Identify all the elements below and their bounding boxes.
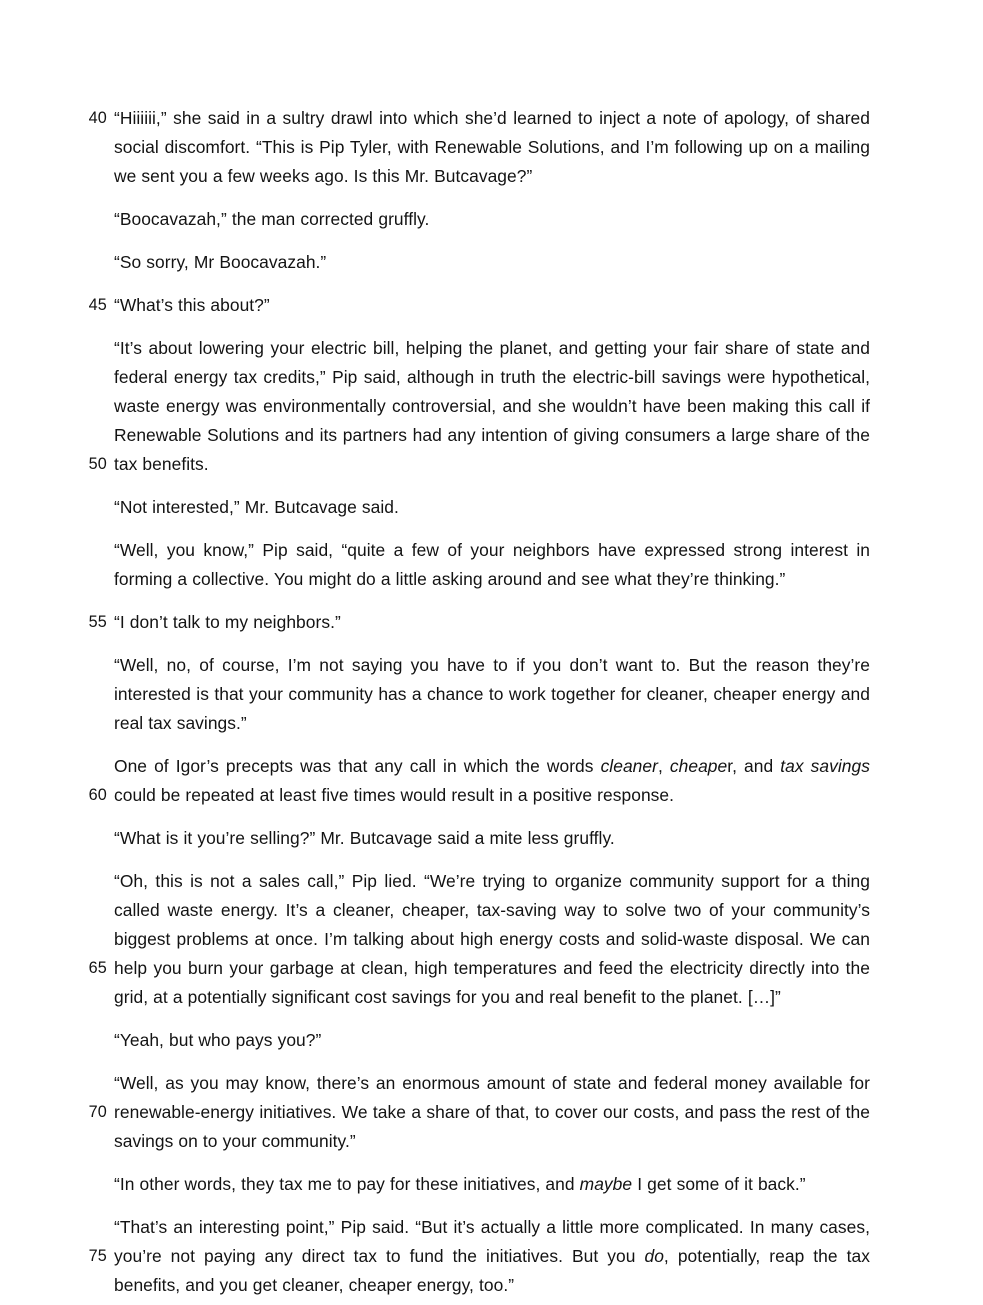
paragraph [70,651,870,738]
text-run: One of Igor’s precepts was that any call in which the words [114,756,601,776]
paragraph-text [114,828,615,848]
line-number: 75 [88,1247,107,1265]
line-number-gutter [70,1213,107,1300]
paragraph [70,1026,870,1055]
emphasis-run: cleaner [600,756,658,776]
text-run: could be repeated at least five times would result in a positive response. [114,785,675,805]
line-number-gutter [70,493,107,522]
text-run: , potentially, reap the tax benefits, and you get cleaner, cheaper energy, too.” [114,1246,870,1295]
paragraph-text [114,209,429,229]
paragraph-text [114,497,399,517]
text-run: “Boocavazah,” the man corrected gruffly. [114,209,430,229]
paragraph-text [114,756,870,805]
text-run: “Oh, this is not a sales call,” Pip lied. “We’re trying to organize community support for a thing called waste energy. It’s a cleaner, cheaper, tax-saving way to solve two of your community’s biggest problems at once. I’m talking about high energy costs and solid-waste disposal. We can help you burn your garbage at clean, high temperatures and feed the electricity directly into the grid, at a potentially significant cost savings for you and real benefit to the planet. […]” [114,871,870,1007]
paragraph [70,824,870,853]
paragraph-text [114,108,870,186]
emphasis-run: cheape [669,756,728,776]
line-number: 50 [88,455,107,473]
paragraph [70,1213,870,1300]
text-run: , [657,756,670,776]
line-number-gutter [70,1069,107,1156]
paragraph [70,291,870,320]
text-run: “It’s about lowering your electric bill, helping the planet, and getting your fair share of state and federal energy tax credits,” Pip said, although in truth the electric-bill savings were hypothetical, waste energy was environmentally controversial, and she wouldn’t have been making this call if Renewable Solutions and its partners had any intention of giving consumers a large share of the tax benefits. [114,338,870,474]
text-run: “Well, you know,” Pip said, “quite a few of your neighbors have expressed strong interest in forming a collective. You might do a little asking around and see what they’re thinking.” [114,540,870,589]
line-number: 65 [88,959,107,977]
paragraph-text [114,655,870,733]
line-number-gutter [70,1026,107,1055]
text-run: “Well, no, of course, I’m not saying you have to if you don’t want to. But the reason they’re interested is that your community has a chance to work together for cleaner, cheaper energy and real tax savings.” [114,655,870,733]
text-run: “In other words, they tax me to pay for these initiatives, and [114,1174,580,1194]
prose-body [70,104,870,1300]
paragraph [70,867,870,1012]
line-number: 40 [88,109,107,127]
line-number-gutter [70,205,107,234]
text-run: “So sorry, Mr Boocavazah.” [114,252,327,272]
paragraph [70,608,870,637]
paragraph-text [114,295,270,315]
paragraph [70,104,870,191]
line-number: 45 [88,296,107,314]
line-number-gutter [70,291,107,320]
paragraph [70,1069,870,1156]
paragraph [70,248,870,277]
paragraph-text [114,612,341,632]
line-number-gutter [70,752,107,810]
paragraph-text [114,1174,806,1194]
line-number-gutter [70,651,107,738]
paragraph [70,752,870,810]
text-run: “Hiiiiii,” she said in a sultry drawl into which she’d learned to inject a note of apology, of shared social discomfort. “This is Pip Tyler, with Renewable Solutions, and I’m following up on a mailing we sent you a few weeks ago. Is this Mr. Butcavage?” [114,108,870,186]
text-run: r, and [727,756,781,776]
paragraph [70,334,870,479]
paragraph-text [114,871,870,1007]
paragraph-text [114,1217,870,1295]
line-number-gutter [70,867,107,1041]
emphasis-run: maybe [579,1174,633,1194]
paragraph-text [114,252,326,272]
text-run: “Not interested,” Mr. Butcavage said. [114,497,399,517]
text-run: “Yeah, but who pays you?” [114,1030,322,1050]
line-number-gutter [70,104,107,191]
paragraph [70,205,870,234]
line-number-gutter [70,248,107,277]
paragraph-text [114,540,870,589]
paragraph-text [114,1030,321,1050]
line-number-gutter [70,824,107,853]
paragraph-text [114,338,870,474]
line-number: 55 [88,613,107,631]
text-run: I get some of it back.” [632,1174,806,1194]
paragraph-text [114,1073,870,1151]
text-run: “That’s an interesting point,” Pip said. “But it’s actually a little more complicated. In many cases, you’re not paying any direct tax to fund the initiatives. But you [114,1217,870,1266]
line-number-gutter [70,334,107,479]
paragraph [70,536,870,594]
text-run: “What is it you’re selling?” Mr. Butcavage said a mite less gruffly. [114,828,615,848]
line-number: 60 [88,786,107,804]
paragraph [70,493,870,522]
emphasis-run: do [644,1246,664,1266]
paragraph [70,1170,870,1199]
emphasis-run: tax savings [780,756,870,776]
line-number-gutter [70,608,107,637]
line-number: 70 [88,1103,107,1121]
text-run: “Well, as you may know, there’s an enormous amount of state and federal money available for renewable-energy initiatives. We take a share of that, to cover our costs, and pass the rest of the savings on to your community.” [114,1073,870,1151]
text-run: “What’s this about?” [114,295,270,315]
text-run: “I don’t talk to my neighbors.” [114,612,341,632]
